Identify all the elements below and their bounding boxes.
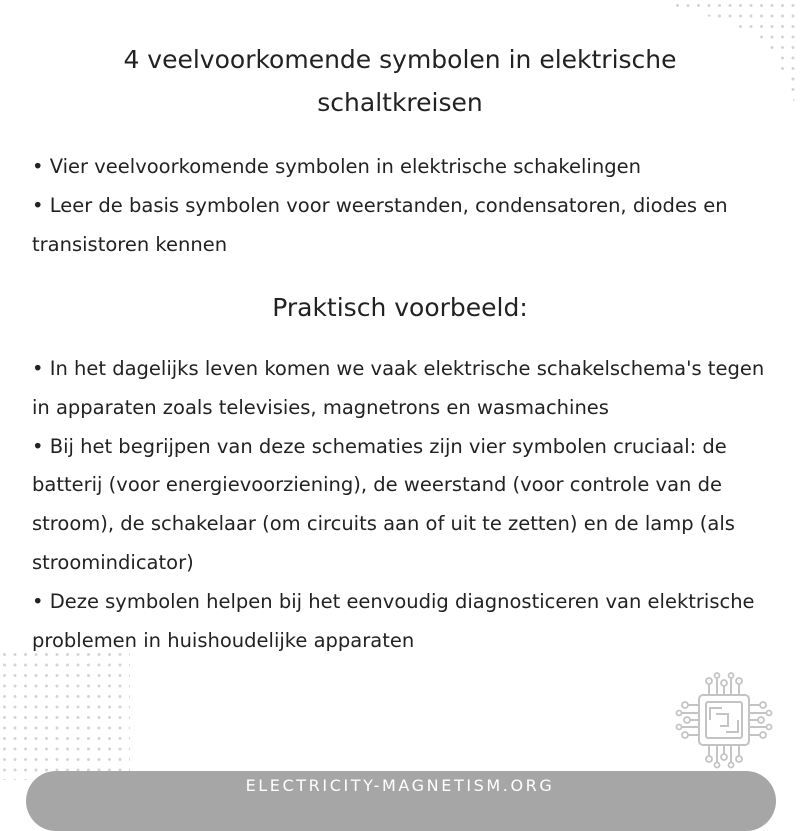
intro-bullet: • Leer de basis symbolen voor weerstanden, condensatoren, diodes en transistoren kennen: [32, 194, 728, 256]
intro-bullet: • Vier veelvoorkomende symbolen in elektrische schakelingen: [32, 155, 641, 178]
page-title: 4 veelvoorkomende symbolen in elektrische schaltkreisen: [123, 45, 677, 117]
footer-site-name[interactable]: ELECTRICITY-MAGNETISM.ORG: [245, 776, 555, 795]
example-bullet: • In het dagelijks leven komen we vaak elektrische schakelschema's tegen in apparaten zoals televisies, magnetrons en wasmachines: [32, 357, 765, 419]
example-bullet: • Deze symbolen helpen bij het eenvoudig diagnosticeren van elektrische problemen in huishoudelijke apparaten: [32, 589, 755, 652]
intro-list: [32, 147, 772, 264]
example-heading: Praktisch voorbeeld:: [272, 293, 528, 322]
example-bullet: • Bij het begrijpen van deze schematies zijn vier symbolen cruciaal: de batterij (voor energievoorziening), de weerstand (voor controle van de stroom), de schakelaar (om circuits aan of uit te zetten) en de lamp (als stroomindicator): [32, 434, 735, 574]
example-list: [32, 350, 772, 660]
circuit-chip-icon: [672, 672, 776, 772]
dot-pattern-bottom-left: [0, 650, 130, 780]
